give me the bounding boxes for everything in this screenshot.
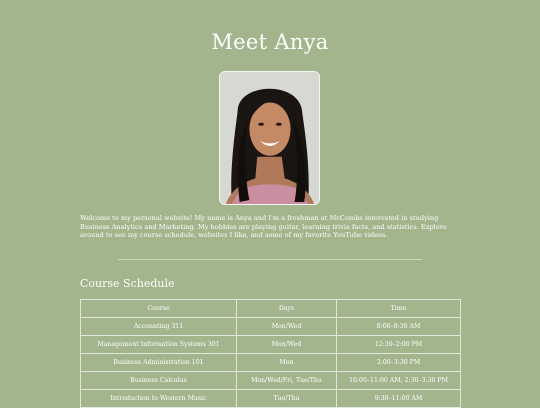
time-cell: 2:00–3:30 PM	[337, 354, 461, 372]
intro-paragraph: Welcome to my personal website! My name is Anya and I'm a freshman at McCombs interested in studying Business Analytics and Marketing. My hobbies are playing guitar, learning trivia facts, and statistics. Explore around to see my course schedule, websites I like, and some of my favorite YouTube videos.	[80, 214, 447, 240]
profile-photo	[219, 71, 320, 205]
days-cell: Mon	[237, 354, 337, 372]
course-cell: Business Calculus	[81, 372, 237, 390]
course-cell: Business Administration 101	[81, 354, 237, 372]
days-cell: Mon/Wed	[237, 318, 337, 336]
page-title: Meet Anya	[211, 30, 329, 54]
table-row	[81, 336, 461, 354]
table-row	[81, 354, 461, 372]
table-header-row	[81, 300, 461, 318]
course-schedule-heading: Course Schedule	[80, 277, 175, 290]
column-header-days: Days	[237, 300, 337, 318]
table-row	[81, 318, 461, 336]
course-cell: Introduction to Western Music	[81, 390, 237, 408]
column-header-course: Course	[81, 300, 237, 318]
course-cell: Management Information Systems 301	[81, 336, 237, 354]
days-cell: Mon/Wed/Fri, Tue/Thu	[237, 372, 337, 390]
time-cell: 9:30–11:00 AM	[337, 390, 461, 408]
time-cell: 12:30–2:00 PM	[337, 336, 461, 354]
course-schedule-table	[80, 299, 461, 408]
course-cell: Accounting 311	[81, 318, 237, 336]
time-cell: 8:00–9:30 AM	[337, 318, 461, 336]
days-cell: Tue/Thu	[237, 390, 337, 408]
time-cell: 10:00–11:00 AM, 2:30–3:30 PM	[337, 372, 461, 390]
section-divider	[118, 259, 422, 260]
days-cell: Mon/Wed	[237, 336, 337, 354]
column-header-time: Time	[337, 300, 461, 318]
table-row	[81, 372, 461, 390]
